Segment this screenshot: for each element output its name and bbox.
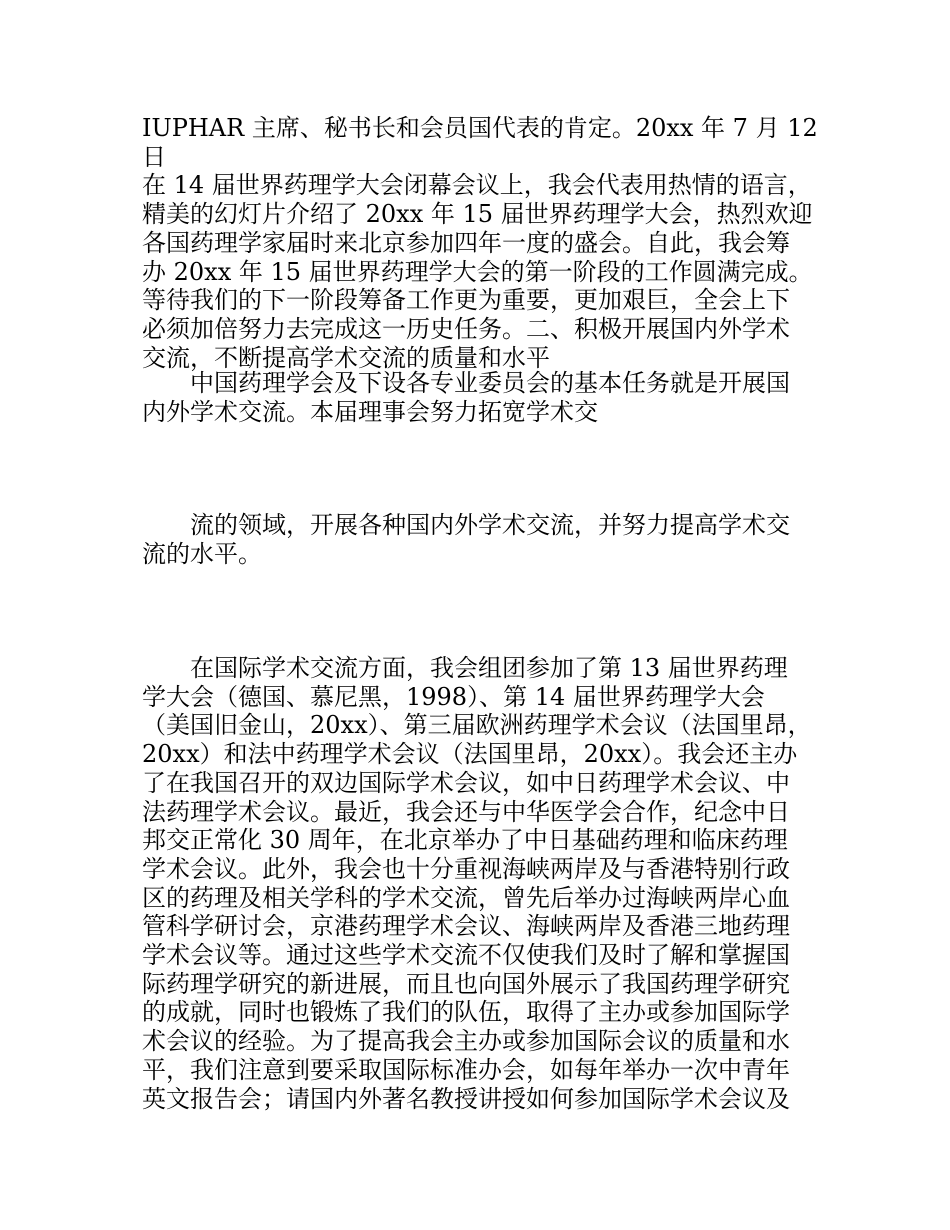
paragraph-iuphar-congress: IUPHAR 主席、秘书长和会员国代表的肯定。20xx 年 7 月 12 日 在 14 届世界药理学大会闭幕会议上，我会代表用热情的语言， 精美的幻灯片介绍了 20xx 年 15 届世界药理学大会，热烈欢迎 各国药理学家届时来北京参加四年一度的盛会。自此，我会筹 办 20xx 年 15 届世界药理学大会的第一阶段的工作圆满完成。 等待我们的下一阶段筹备工作更为重要，更加艰巨，全会上下 必须加倍努力去完成这一历史任务。二、积极开展国内外学术 交流，不断提高学术交流的质量和水平 xyxy=(142,114,818,372)
paragraph-academic-exchange-continued: 流的领域，开展各种国内外学术交流，并努力提高学术交 流的水平。 xyxy=(142,511,790,568)
paragraph-academic-exchange-intro: 中国药理学会及下设各专业委员会的基本任务就是开展国 内外学术交流。本届理事会努力拓宽学术交 xyxy=(142,369,790,426)
paragraph-international-exchange: 在国际学术交流方面，我会组团参加了第 13 届世界药理 学大会（德国、慕尼黑，1998）、第 14 届世界药理学大会 （美国旧金山，20xx）、第三届欧洲药理学术会议（法国里昂， 20xx）和法中药理学术会议（法国里昂，20xx）。我会还主办 了在我国召开的双边国际学术会议，如中日药理学术会议、中 法药理学术会议。最近，我会还与中华医学会合作，纪念中日 邦交正常化 30 周年，在北京举办了中日基础药理和临床药理 学术会议。此外，我会也十分重视海峡两岸及与香港特别行政 区的药理及相关学科的学术交流，曾先后举办过海峡两岸心血 管科学研讨会，京港药理学术会议、海峡两岸及香港三地药理 学术会议等。通过这些学术交流不仅使我们及时了解和掌握国 际药理学研究的新进展，而且也向国外展示了我国药理学研究 的成就，同时也锻炼了我们的队伍，取得了主办或参加国际学 术会议的经验。为了提高我会主办或参加国际会议的质量和水 平，我们注意到要采取国际标准办会，如每年举办一次中青年 英文报告会；请国内外著名教授讲授如何参加国际学术会议及 xyxy=(142,654,812,1113)
